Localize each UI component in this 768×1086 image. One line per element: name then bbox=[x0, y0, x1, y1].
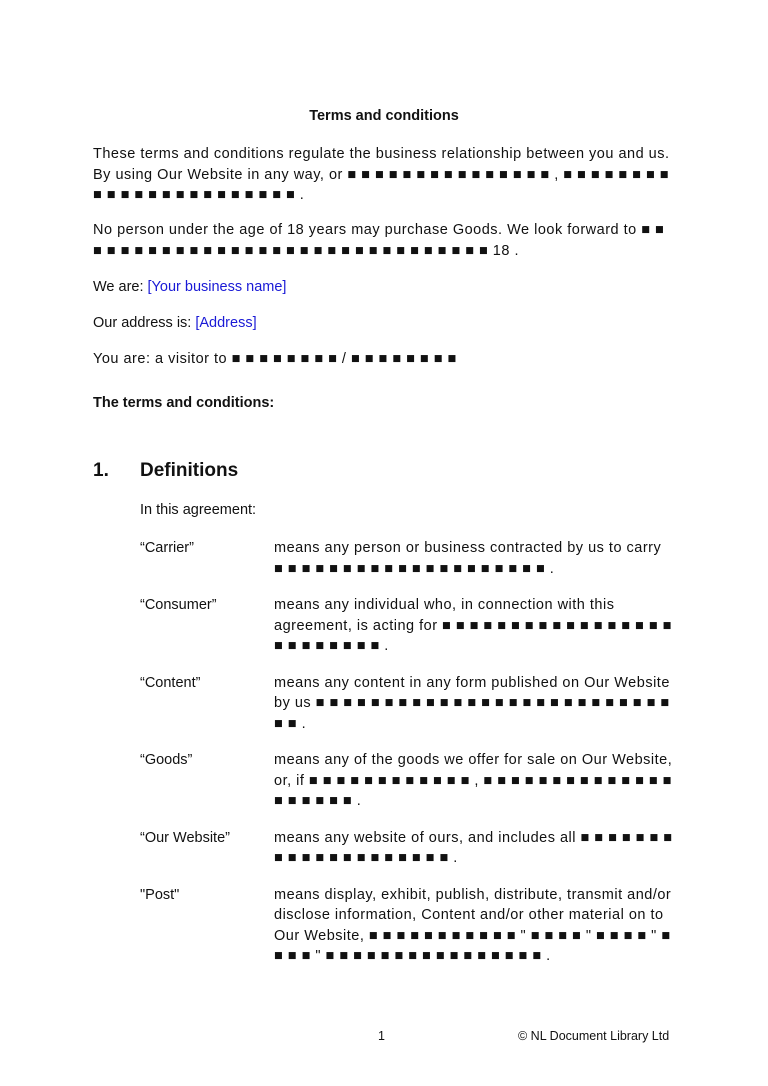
definition-item bbox=[140, 673, 680, 735]
business-name-line bbox=[93, 277, 678, 298]
address-label: Our address is: bbox=[93, 315, 196, 331]
business-name-placeholder: [Your business name] bbox=[147, 279, 287, 295]
section-number: 1. bbox=[93, 460, 109, 481]
intro-paragraph-2: No person under the age of 18 years may purchase Goods. We look forward to ■ ■ ■ ■ ■ ■ ■ ■ ■ ■ ■ ■ ■ ■ ■ ■ ■ ■ ■ ■ ■ ■ ■ ■ ■ ■ ■ ■ ■ ■ ■ 18 . bbox=[93, 222, 665, 259]
definition-text: means any of the goods we offer for sale on Our Website, or, if ■ ■ ■ ■ ■ ■ ■ ■ ■ ■ ■ ■ , ■ ■ ■ ■ ■ ■ ■ ■ ■ ■ ■ ■ ■ ■ ■ ■ ■ ■ ■ ■ . bbox=[274, 752, 673, 809]
we-are-label: We are: bbox=[93, 279, 148, 295]
definition-text: means any individual who, in connection with this agreement, is acting for ■ ■ ■ ■ ■ ■ ■ ■ ■ ■ ■ ■ ■ ■ ■ ■ ■ ■ ■ ■ ■ ■ ■ ■ ■ . bbox=[274, 597, 672, 654]
definition-item bbox=[140, 595, 680, 657]
definitions-list bbox=[140, 538, 680, 983]
definition-term: “Goods” bbox=[140, 752, 193, 768]
address-line bbox=[93, 313, 678, 334]
document-title: Terms and conditions bbox=[309, 108, 459, 124]
copyright-notice: © NL Document Library Ltd bbox=[518, 1029, 670, 1043]
page-number: 1 bbox=[378, 1029, 385, 1043]
definition-text: means any person or business contracted by us to carry ■ ■ ■ ■ ■ ■ ■ ■ ■ ■ ■ ■ ■ ■ ■ ■ ■ ■ ■ ■ . bbox=[274, 540, 662, 577]
section-title: Definitions bbox=[140, 460, 239, 481]
you-are-line: You are: a visitor to ■ ■ ■ ■ ■ ■ ■ ■ / ■ ■ ■ ■ ■ ■ ■ ■ bbox=[93, 351, 457, 367]
definition-term: “Our Website” bbox=[140, 829, 230, 846]
definition-item bbox=[140, 538, 680, 579]
section-intro: In this agreement: bbox=[140, 502, 257, 518]
definition-item bbox=[140, 828, 680, 869]
terms-subheading: The terms and conditions: bbox=[93, 395, 275, 411]
address-placeholder: [Address] bbox=[195, 315, 257, 331]
definition-text: means any content in any form published on Our Website by us ■ ■ ■ ■ ■ ■ ■ ■ ■ ■ ■ ■ ■ ■ ■ ■ ■ ■ ■ ■ ■ ■ ■ ■ ■ ■ ■ ■ . bbox=[274, 674, 670, 732]
definition-term: “Content” bbox=[140, 674, 201, 691]
intro-paragraph-1: These terms and conditions regulate the business relationship between you and us. By using Our Website in any way, or ■ ■ ■ ■ ■ ■ ■ ■ ■ ■ ■ ■ ■ ■ ■ , ■ ■ ■ ■ ■ ■ ■ ■ ■ ■ ■ ■ ■ ■ ■ ■ ■ ■ ■ ■ ■ ■ ■ . bbox=[93, 146, 670, 203]
definition-text: means any website of ours, and includes all ■ ■ ■ ■ ■ ■ ■ ■ ■ ■ ■ ■ ■ ■ ■ ■ ■ ■ ■ ■ . bbox=[274, 829, 673, 866]
definition-text: means display, exhibit, publish, distribute, transmit and/or disclose information, Content and/or other material on to Our Website, ■ ■ ■ ■ ■ ■ ■ ■ ■ ■ ■ " ■ ■ ■ ■ " ■ ■ ■ ■ " ■ ■ ■ ■ " ■ ■ ■ ■ ■ ■ ■ ■ ■ ■ ■ ■ ■ ■ ■ ■ . bbox=[274, 886, 672, 964]
definition-item bbox=[140, 885, 680, 967]
definition-term: “Consumer” bbox=[140, 597, 217, 613]
definition-term: “Carrier” bbox=[140, 540, 194, 556]
definition-item bbox=[140, 750, 680, 812]
definition-term: "Post" bbox=[140, 886, 180, 903]
